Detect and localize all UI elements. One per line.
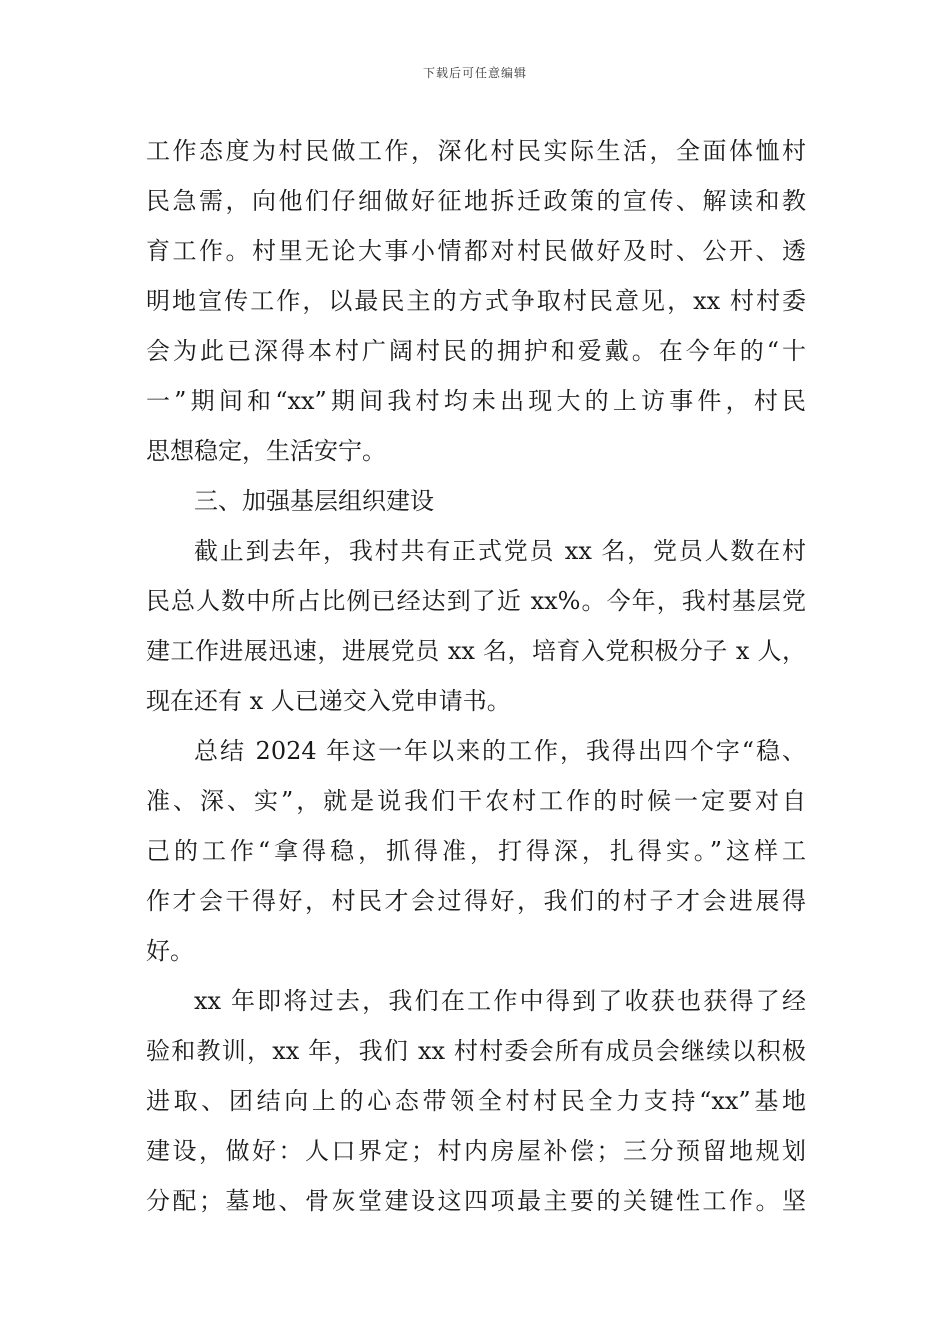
text-line: 思想稳定，生活安宁。 [146,437,386,465]
text-line: 己的工作“拿得稳，抓得准，打得深，扎得实。”这样工 [146,837,806,865]
text-line: 进取、团结向上的心态带领全村村民全力支持“xx”基地 [146,1087,806,1115]
text-line: xx 年即将过去，我们在工作中得到了收获也获得了经 [194,987,806,1015]
text-line: 作才会干得好，村民才会过得好，我们的村子才会进展得 [146,887,806,915]
text-line: 建设，做好：人口界定；村内房屋补偿；三分预留地规划 [146,1137,806,1165]
text-line: 截止到去年，我村共有正式党员 xx 名，党员人数在村 [194,537,806,565]
text-line: 验和教训，xx 年，我们 xx 村村委会所有成员会继续以积极 [146,1037,806,1065]
text-line: 总结 2024 年这一年以来的工作，我得出四个字“稳、 [194,737,806,765]
document-body [146,126,806,1226]
text-line: 明地宣传工作，以最民主的方式争取村民意见，xx 村村委 [146,287,806,315]
text-line: 民总人数中所占比例已经达到了近 xx%。今年，我村基层党 [146,587,806,615]
section-heading: 三、加强基层组织建设 [194,487,434,515]
text-line: 民急需，向他们仔细做好征地拆迁政策的宣传、解读和教 [146,187,806,215]
page-header: 下载后可任意编辑 [422,66,527,80]
text-line: 育工作。村里无论大事小情都对村民做好及时、公开、透 [146,237,806,265]
text-line: 建工作进展迅速，进展党员 xx 名，培育入党积极分子 x 人， [146,637,806,665]
text-line: 现在还有 x 人已递交入党申请书。 [146,687,511,715]
text-line: 准、深、实”，就是说我们干农村工作的时候一定要对自 [146,787,806,815]
text-line: 一”期间和“xx”期间我村均未出现大的上访事件，村民 [146,387,806,415]
text-line: 好。 [146,937,194,965]
text-line: 分配；墓地、骨灰堂建设这四项最主要的关键性工作。坚 [146,1187,806,1215]
text-line: 会为此已深得本村广阔村民的拥护和爱戴。在今年的“十 [146,337,806,365]
text-line: 工作态度为村民做工作，深化村民实际生活，全面体恤村 [146,137,806,165]
